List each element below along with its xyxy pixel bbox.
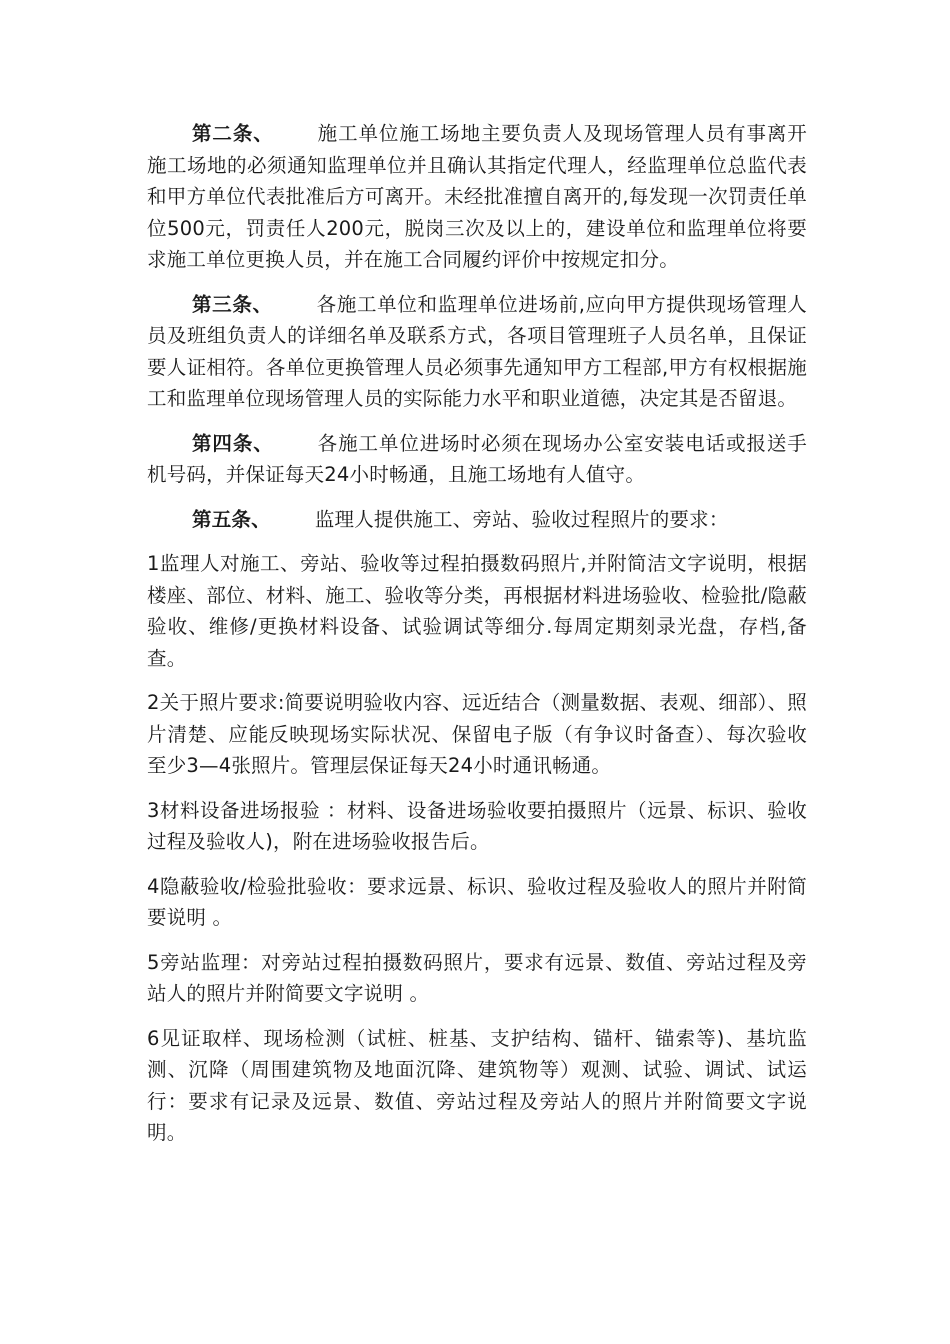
document-page — [147, 118, 807, 1162]
article-3 — [147, 289, 807, 415]
article-2-title: 第二条、 — [192, 122, 274, 145]
article-3-title: 第三条、 — [192, 292, 273, 316]
article-4 — [147, 428, 807, 491]
article-4-body: 各施工单位进场时必须在现场办公室安装电话或报送手机号码，并保证每天24小时畅通，且施工场地有人值守。 — [147, 431, 807, 486]
article-3-body: 各施工单位和监理单位进场前,应向甲方提供现场管理人员及班组负责人的详细名单及联系方式，各项目管理班子人员名单，且保证要人证相符。各单位更换管理人员必须事先通知甲方工程部,甲方有权根据施工和监理单位现场管理人员的实际能力水平和职业道德，决定其是否留退。 — [147, 292, 807, 410]
article-2-body: 施工单位施工场地主要负责人及现场管理人员有事离开施工场地的必须通知监理单位并且确认其指定代理人，经监理单位总监代表和甲方单位代表批准后方可离开。未经批准擅自离开的,每发现一次罚责任单位500元，罚责任人200元，脱岗三次及以上的，建设单位和监理单位将要求施工单位更换人员，并在施工合同履约评价中按规定扣分。 — [147, 122, 807, 271]
list-item-3: 3材料设备进场报验 ：材料、设备进场验收要拍摄照片（远景、标识、验收过程及验收人)，附在进场验收报告后。 — [147, 798, 807, 853]
list-item-4: 4隐蔽验收/检验批验收：要求远景、标识、验收过程及验收人的照片并附简要说明 。 — [147, 874, 807, 929]
list-item-1: 1监理人对施工、旁站、验收等过程拍摄数码照片,并附简洁文字说明，根据楼座、部位、材料、施工、验收等分类，再根据材料进场验收、检验批/隐蔽验收、维修/更换材料设备、试验调试等细分.每周定期刻录光盘，存档,备查。 — [147, 552, 807, 670]
list-item-6: 6见证取样、现场检测（试桩、桩基、支护结构、锚杆、锚索等)、基坑监测、沉降（周围建筑物及地面沉降、建筑物等）观测、试验、调试、试运行：要求有记录及远景、数值、旁站过程及旁站人的照片并附简要文字说明。 — [147, 1026, 807, 1144]
list-item-2: 2关于照片要求:简要说明验收内容、远近结合（测量数据、表观、细部）、照片清楚、应能反映现场实际状况、保留电子版（有争议时备查）、每次验收至少3—4张照片。管理层保证每天24小时通讯畅通。 — [147, 691, 807, 777]
article-5-body: 监理人提供施工、旁站、验收过程照片的要求： — [314, 507, 729, 531]
article-5 — [147, 504, 807, 536]
list-item-5: 5旁站监理：对旁站过程拍摄数码照片，要求有远景、数值、旁站过程及旁站人的照片并附简要文字说明 。 — [147, 950, 807, 1005]
article-5-title: 第五条、 — [192, 507, 271, 531]
article-2 — [147, 118, 807, 276]
article-4-title: 第四条、 — [192, 431, 274, 455]
